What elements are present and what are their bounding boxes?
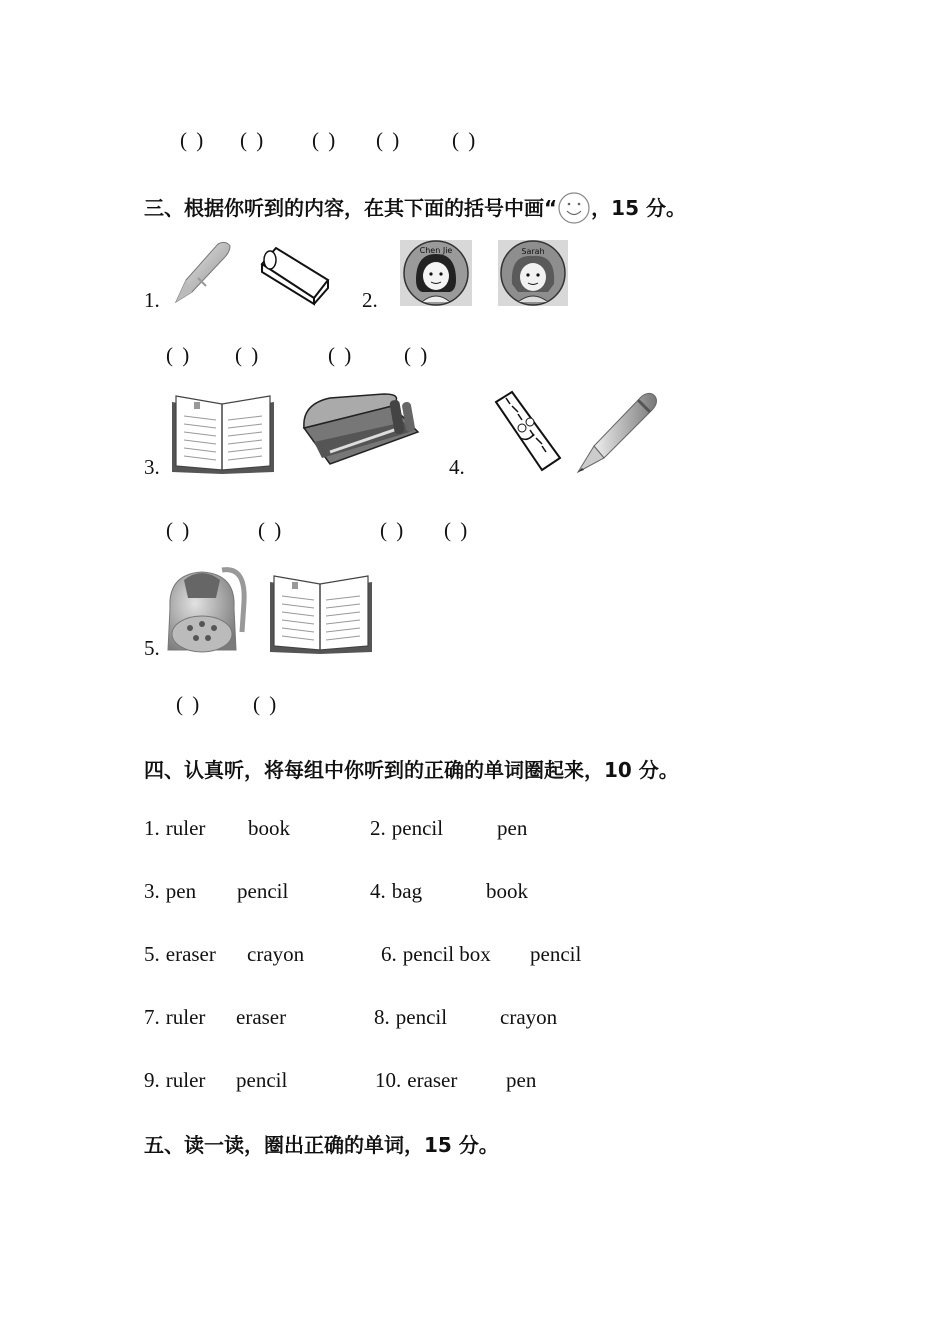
word-option[interactable]: book [486, 879, 528, 903]
word-option[interactable]: ruler [165, 816, 206, 840]
answer-paren[interactable]: ( ) [258, 518, 284, 542]
word-option[interactable]: eraser [236, 1005, 287, 1029]
item-number: 5. [144, 636, 160, 660]
answer-paren[interactable]: ( ) [328, 343, 354, 367]
picture-label: Chen Jie [419, 246, 453, 255]
answer-paren[interactable]: ( ) [235, 343, 261, 367]
pair-number: 8. [374, 1005, 390, 1029]
answer-paren[interactable]: ( ) [176, 692, 202, 716]
pencil-box-icon [300, 392, 424, 474]
answer-paren[interactable]: ( ) [240, 128, 266, 152]
item-number: 2. [362, 288, 378, 312]
word-option[interactable]: pencil [530, 942, 582, 966]
word-option[interactable]: book [248, 816, 290, 840]
word-option[interactable]: pencil [391, 816, 444, 840]
word-option[interactable]: pencil [237, 879, 289, 903]
answer-paren[interactable]: ( ) [376, 128, 402, 152]
answer-paren[interactable]: ( ) [452, 128, 478, 152]
item-number: 4. [449, 455, 465, 479]
girl-chen-jie-icon [400, 240, 472, 306]
word-option[interactable]: ruler [165, 1068, 206, 1092]
pair-number: 5. [144, 942, 160, 966]
answer-paren[interactable]: ( ) [444, 518, 470, 542]
pair-number: 10. [375, 1068, 402, 1092]
word-option[interactable]: pen [506, 1068, 537, 1092]
word-option[interactable]: eraser [165, 942, 216, 966]
word-option[interactable]: crayon [247, 942, 305, 966]
word-option[interactable]: eraser [407, 1068, 458, 1092]
pair-number: 1. [144, 816, 160, 840]
open-book-icon [170, 392, 276, 474]
section-3-heading-text: 三、根据你听到的内容，在其下面的括号中画“ [144, 196, 558, 220]
open-book-icon [268, 572, 374, 654]
answer-paren[interactable]: ( ) [404, 343, 430, 367]
word-option[interactable]: bag [391, 879, 423, 903]
pair-number: 6. [381, 942, 397, 966]
section-4-heading: 四、认真听，将每组中你听到的正确的单词圈起来，10 分。 [144, 758, 679, 782]
section-3-heading-score: ，15 分。 [591, 196, 686, 220]
word-option[interactable]: ruler [165, 1005, 206, 1029]
smiley-face-icon [557, 191, 591, 225]
answer-paren[interactable]: ( ) [180, 128, 206, 152]
answer-paren[interactable]: ( ) [166, 518, 192, 542]
word-option[interactable]: pencil [236, 1068, 288, 1092]
answer-paren[interactable]: ( ) [253, 692, 279, 716]
word-option[interactable]: pen [497, 816, 528, 840]
pair-number: 4. [370, 879, 386, 903]
girl-sarah-icon [498, 240, 568, 306]
section-3-heading [144, 191, 686, 225]
word-option[interactable]: pen [165, 879, 197, 903]
schoolbag-icon [162, 562, 250, 656]
word-option[interactable]: pencil box [402, 942, 491, 966]
pair-number: 2. [370, 816, 386, 840]
word-option[interactable]: crayon [500, 1005, 558, 1029]
section-5-heading: 五、读一读，圈出正确的单词，15 分。 [144, 1133, 499, 1157]
pair-number: 9. [144, 1068, 160, 1092]
word-option[interactable]: pencil [395, 1005, 448, 1029]
crayon-icon [168, 238, 234, 308]
picture-label: Sarah [521, 247, 545, 256]
item-number: 1. [144, 288, 160, 312]
item-number: 3. [144, 455, 160, 479]
ruler-icon [492, 388, 564, 476]
pair-number: 7. [144, 1005, 160, 1029]
answer-paren[interactable]: ( ) [380, 518, 406, 542]
answer-paren[interactable]: ( ) [166, 343, 192, 367]
pair-number: 3. [144, 879, 160, 903]
eraser-icon [256, 242, 334, 304]
pencil-icon [574, 388, 660, 476]
answer-paren[interactable]: ( ) [312, 128, 338, 152]
